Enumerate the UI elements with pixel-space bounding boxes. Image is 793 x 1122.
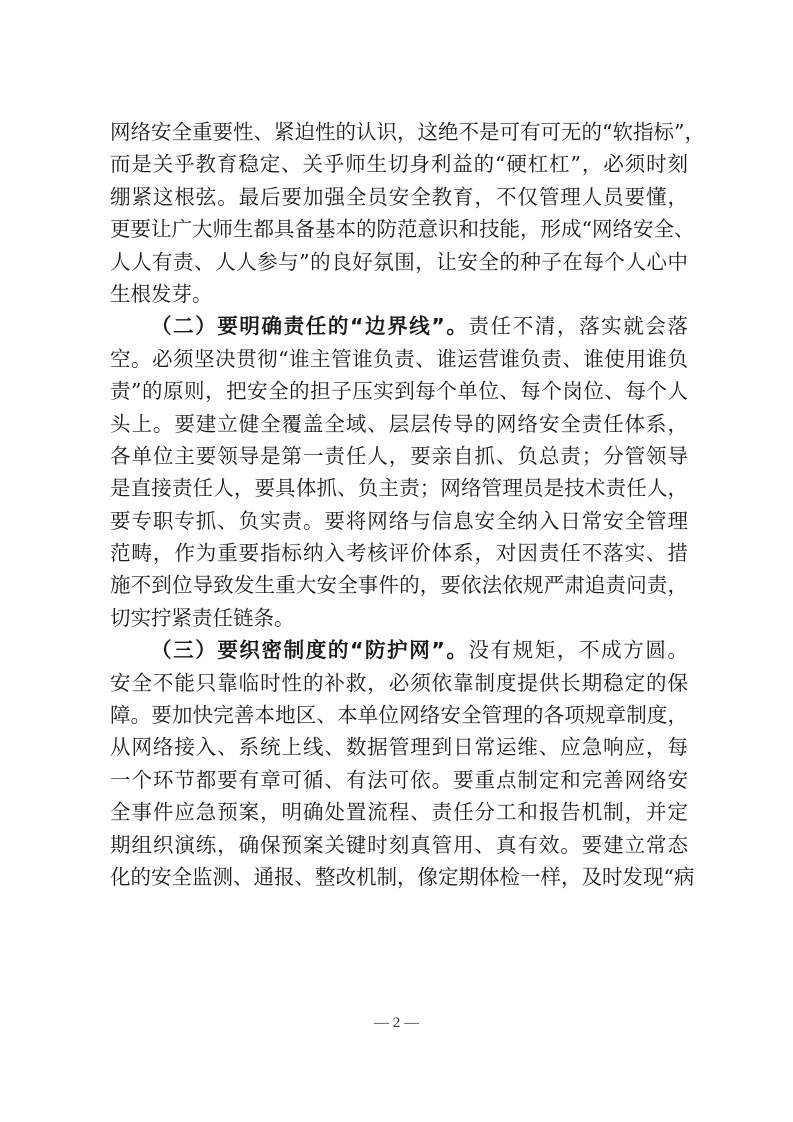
text-run: 没有规矩，不成方圆。 (468, 638, 689, 663)
text-line: 施不到位导致发生重大安全事件的，要依法依规严肃追责问责， (110, 573, 688, 598)
text-line: 范畴，作为重要指标纳入考核评价体系，对因责任不落实、措 (110, 541, 688, 566)
body-text (110, 116, 705, 893)
paragraph-2 (110, 310, 688, 634)
text-line (110, 310, 688, 342)
text-line: 空。必须坚决贯彻“谁主管谁负责、谁运营谁负责、谁使用谁负 (110, 346, 688, 371)
text-run: 责任不清，落实就会落 (468, 314, 689, 339)
text-line: 头上。要建立健全覆盖全域、层层传导的网络安全责任体系， (110, 411, 688, 436)
text-line: 是直接责任人，要具体抓、负主责；网络管理员是技术责任人， (110, 476, 688, 501)
paragraph-1 (110, 116, 705, 310)
text-line: 绷紧这根弦。最后要加强全员安全教育，不仅管理人员要懂， (110, 184, 688, 209)
text-line (110, 634, 688, 666)
text-line: 全事件应急预案，明确处置流程、责任分工和报告机制，并定 (110, 800, 688, 825)
text-line: 人人有责、人人参与”的良好氛围，让安全的种子在每个人心中 (110, 249, 688, 274)
text-line: 从网络接入、系统上线、数据管理到日常运维、应急响应，每 (110, 735, 688, 760)
text-line: 责”的原则，把安全的担子压实到每个单位、每个岗位、每个人 (110, 379, 688, 404)
text-line: 网络安全重要性、紧迫性的认识，这绝不是可有可无的“软指标”， (110, 120, 705, 144)
text-line: 各单位主要领导是第一责任人，要亲自抓、负总责；分管领导 (110, 443, 688, 468)
text-line: 生根发芽。 (110, 281, 213, 306)
section-heading: （三）要织密制度的“防护网”。 (151, 638, 469, 663)
text-line: 安全不能只靠临时性的补救，必须依靠制度提供长期稳定的保 (110, 670, 688, 695)
text-line: 一个环节都要有章可循、有法可依。要重点制定和完善网络安 (110, 767, 688, 792)
text-line: 切实拧紧责任链条。 (110, 605, 295, 630)
text-line: 障。要加快完善本地区、本单位网络安全管理的各项规章制度， (110, 703, 688, 728)
section-heading: （二）要明确责任的“边界线”。 (151, 314, 469, 339)
page-number: — 2 — (374, 1015, 419, 1031)
text-line: 而是关乎教育稳定、关乎师生切身利益的“硬杠杠”，必须时刻 (110, 152, 688, 177)
text-line: 期组织演练，确保预案关键时刻真管用、真有效。要建立常态 (110, 832, 688, 857)
paragraph-3 (110, 634, 695, 893)
text-line: 化的安全监测、通报、整改机制，像定期体检一样，及时发现“病 (110, 864, 695, 889)
text-line: 更要让广大师生都具备基本的防范意识和技能，形成“网络安全、 (110, 217, 695, 242)
text-line: 要专职专抓、负实责。要将网络与信息安全纳入日常安全管理 (110, 508, 688, 533)
